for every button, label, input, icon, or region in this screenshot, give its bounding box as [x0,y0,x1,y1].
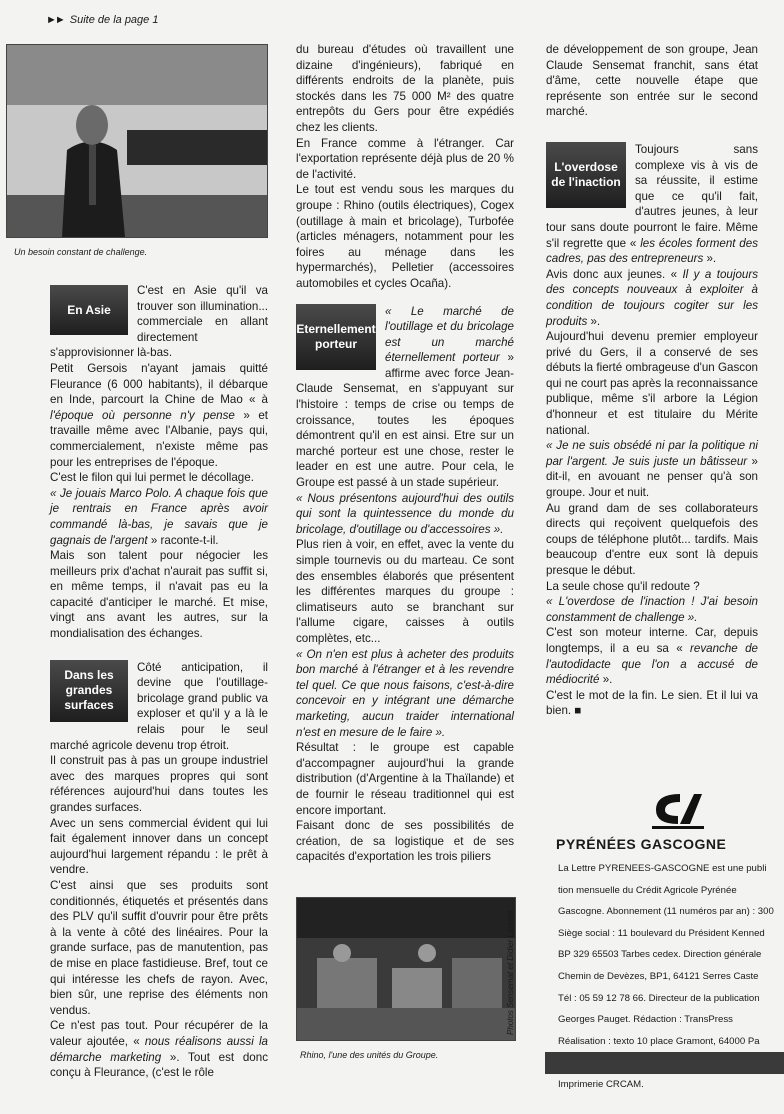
section-box-grandes-surfaces: Dans les grandes surfaces [50,660,128,722]
double-arrow-icon: ►► [46,14,64,26]
col1-para-4: « Je jouais Marco Polo. A chaque fois que je rentrais en France après avoir commandé là-bas, je savais que je gagnais de l'argent » raconte-t-il. [50,486,268,547]
continuation-header [46,14,158,26]
article-column-1 [50,283,268,1081]
photo-caption-bottom: Rhino, l'une des unités du Groupe. [300,1050,439,1060]
col3-para-4: Aujourd'hui devenu premier employeur privé du Gers, il a conservé de ses débuts la fierté ombrageuse d'un Gascon qui ne court pas après la reconnaissance publique, même s'il arbore la Légion d'honneur et est titulaire du Mérite national. [546,330,758,437]
factory-illustration [297,898,515,1040]
photo-credit: Photos Sensemat et Didier Laurent [506,910,515,1035]
colophon-line: Tél : 05 59 12 78 66. Directeur de la publication [558,992,760,1004]
colophon-line: Réalisation : texto 10 place Gramont, 64000 Pa [558,1035,760,1047]
article-column-3 [546,42,758,719]
factory-photo [296,897,516,1041]
col3-para-5: « Je ne suis obsédé ni par la politique ni par l'argent. Je suis juste un bâtisseur » dit-il, en avouant ne penser qu'à son groupe. Jour et nuit. [546,439,758,500]
col2-para-7: « On n'en est plus à acheter des produits bon marché à l'étranger et à les revendre tel quel. Ce que nous faisons, c'est-à-dire concevoir en y intégrant une démarche marketing, aucun traider international n'est en mesure de le faire ». [296,647,514,739]
col3-para-8: C'est son moteur interne. Car, depuis longtemps, il a eu sa « revanche de l'autodidacte que l'on a accusé de médiocrité ». [546,626,758,687]
brand-name: PYRÉNÉES GASCOGNE [556,836,727,852]
portrait-illustration [7,45,267,237]
col1-para-1: C'est en Asie qu'il va trouver son illumination... commerciale en allant directement s'approvisionner là-bas. [50,284,268,360]
col2-para-2: En France comme à l'étranger. Car l'exportation représente déjà plus de 20 % de l'activité. [296,136,514,181]
col2-para-4: « Le marché de l'outillage et du bricolage est un marché éternellement porteur » affirme avec force Jean-Claude Sensemat, en s'appuyant sur l'histoire : temps de crise ou temps de croissance, toutes les époques démontrent qu'il en est ainsi. Etre sur un marché porteur est une chose, rester le leader en est une autre. Pour cela, le Groupe est passé à un stade supérieur. [296,304,514,490]
colophon-line: BP 329 65503 Tarbes cedex. Direction générale [558,949,762,961]
col3-para-7: La seule chose qu'il redoute ? [546,579,700,593]
photo-caption-top: Un besoin constant de challenge. [14,247,148,257]
header-text: Suite de la page 1 [69,14,159,26]
col3-para-2: Toujours sans complexe vis à vis de sa réussite, il estime que ce qu'il fait, d'autres jeunes, à leur tour sans doute pourront le faire. Même s'il regrette que « les écoles forment des cadres, pas des entrepreneurs ». [546,142,758,266]
footer-bar [545,1052,784,1074]
col2-para-1: du bureau d'études où travaillent une dizaine d'ingénieurs), fabriqué en différents endroits de la planète, puis stockés dans les 75 000 M² des quatre entrepôts du Gers pour être expédiés chez les clients. [296,43,514,134]
col3-para-6: Au grand dam de ses collaborateurs directs qui reçoivent quelquefois des coups de téléphone plutôt... tardifs. Mais beaucoup d'entre eux sont là depuis presque le début. [546,501,758,577]
col2-para-8: Résultat : le groupe est capable d'accompagner aujourd'hui la grande distribution (d'Argentine à la Thaïlande) et de fournir le réseau traditionnel qui est encore important. [296,741,514,817]
col2-para-3: Le tout est vendu sous les marques du groupe : Rhino (outils électriques), Cogex (outillage à main et bricolage), Turbofée (articles ménagers, notamment pour les foires au ménage dans les hypermarchés), Pelletier (accessoires automobiles et cycles Ocaña). [296,183,514,290]
col3-para-9: C'est le mot de la fin. Le sien. Et il lui va bien. ■ [546,688,758,718]
col2-para-5: « Nous présentons aujourd'hui des outils qui sont la quintessence du monde du bricolage, d'outillage ou d'accessoires ». [296,491,514,536]
col1-para-3: C'est le filon qui lui permet le décollage. [50,471,254,485]
colophon-line: Siège social : 11 boulevard du Président Kenned [558,927,765,939]
credit-agricole-logo-icon [650,790,706,830]
col2-para-6: Plus rien à voir, en effet, avec la vente du simple tournevis ou du marteau. Ce sont des ensembles élaborés que présentent les différentes marques du groupe : climatiseurs auto se branchant sur l'allume cigare, caisses à outils complètes, etc... [296,538,514,645]
colophon-line: Georges Pauget. Rédaction : TransPress [558,1014,733,1026]
col1-para-2: Petit Gersois n'ayant jamais quitté Fleurance (6 000 habitants), il débarque en Inde, parcourt la Chine de Mao « à l'époque où personne n'y pense » et travaille même avec l'Albanie, pays qui, commercialement, n'existe même pas pour les entreprises de l'époque. [50,361,268,469]
col2-para-9: Faisant donc de ses possibilités de création, de sa logistique et de ses capacités d'exportation les trois piliers [296,819,514,864]
col1-para-8: Avec un sens commercial évident qui lui fait également innover dans un concept aujourd'hui largement répandu : le prêt à vendre. [50,816,268,877]
colophon-line: Chemin de Devèzes, BP1, 64121 Serres Caste [558,970,759,982]
colophon-line: La Lettre PYRENEES-GASCOGNE est une publi [558,863,767,874]
col3-para-7-quote: « L'overdose de l'inaction ! J'ai besoin constamment de challenge ». [546,595,758,624]
col3-para-1: de développement de son groupe, Jean Claude Sensemat franchit, sans état d'âme, cette nouvelle étape que représente son entrée sur le second marché. [546,43,758,119]
article-column-2 [296,42,514,865]
col1-para-6: Côté anticipation, il devine que l'outillage-bricolage grand public va exploser et qu'il y a là le relais pour le seul marché agricole devenu trop étroit. [50,660,268,752]
section-box-eternellement-porteur: Eternellement porteur [296,304,376,370]
colophon-line: Gascogne. Abonnement (11 numéros par an) : 300 [558,906,774,918]
col1-para-10: Ce n'est pas tout. Pour récupérer de la valeur ajoutée, « nous réalisons aussi la démarche marketing ». Tout est donc conçu à Fleurance, (c'est le rôle [50,1019,268,1080]
col1-para-5: Mais son talent pour négocier les meilleurs prix d'achat n'aurait pas suffit si, en même temps, il n'avait pas eu la capacité d'anticiper le marché. Et mise, vingt ans avant les autres, sur la mondialisation des échanges. [50,549,268,641]
col1-para-9: C'est ainsi que ses produits sont conditionnés, étiquetés et présentés dans des PLV qu'il suffit d'ouvrir pour être prêts à la vente à côté des linéaires. Pour la grande surface, pas de manutention, pas de mise en place fastidieuse. Bref, tout ce qui intéresse les chefs de rayon. Avec, bien sûr, une reprise des éléments non vendus. [50,878,268,1017]
col3-para-3: Avis donc aux jeunes. « Il y a toujours des concepts nouveaux à exploiter à condition de toujours cogiter sur les produits ». [546,267,758,328]
colophon-line: tion mensuelle du Crédit Agricole Pyrénée [558,884,737,896]
portrait-photo [6,44,268,238]
section-box-overdose: L'overdose de l'inaction [546,142,626,208]
colophon-line: Imprimerie CRCAM. [558,1078,644,1090]
section-box-en-asie: En Asie [50,285,128,335]
col1-para-7: Il construit pas à pas un groupe industriel avec des marques propres qui sont références aujourd'hui dans toutes les grandes surfaces. [50,754,268,814]
